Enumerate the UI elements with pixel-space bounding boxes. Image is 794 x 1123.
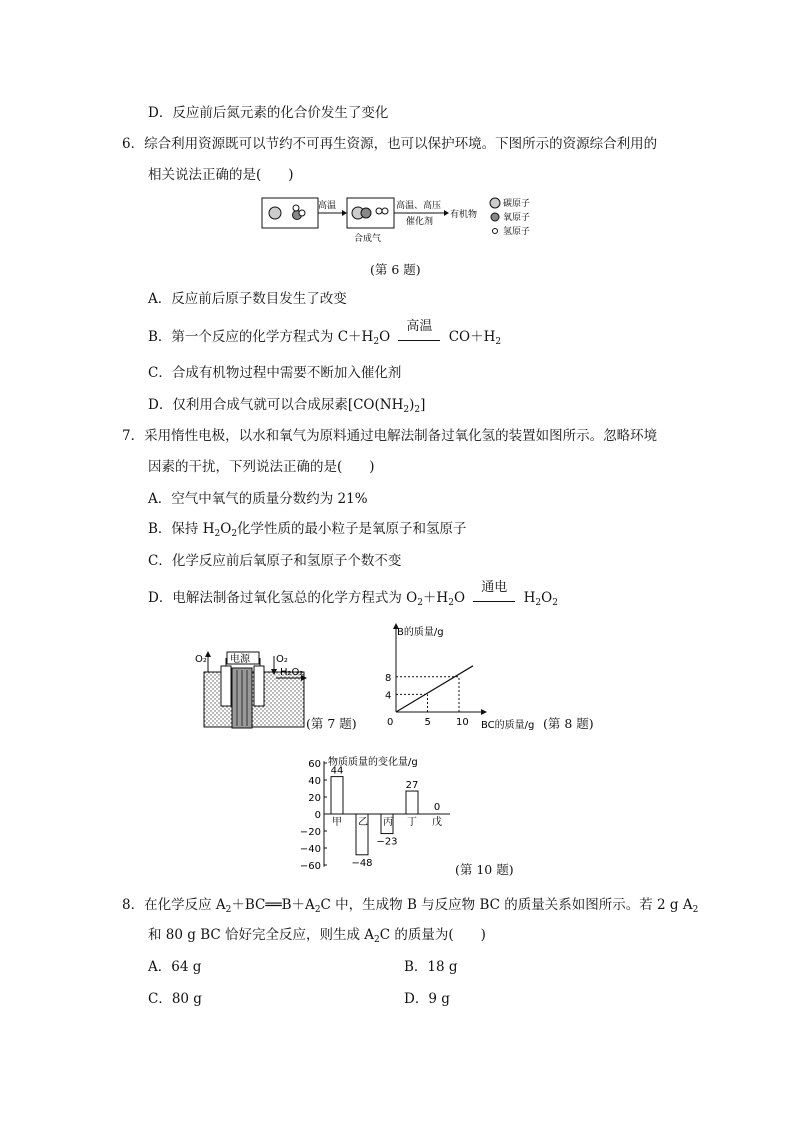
y-tick-label: 0 — [314, 810, 321, 821]
hydrogen-atom-icon — [293, 205, 299, 211]
x-tick-label: 10 — [456, 717, 469, 728]
q7-caption: (第 7 题) — [306, 716, 357, 731]
data-line — [396, 666, 473, 712]
y-axis-title: 物质质量的变化量/g — [328, 757, 418, 768]
q7-option-d: D．电解法制备过氧化氢总的化学方程式为 $O_2+H_2O$ 通电 $H_2O_2$ — [148, 580, 558, 608]
y-tick-label: 8 — [385, 672, 392, 684]
q6-arrow2-top-label: 高温、高压 — [396, 201, 442, 211]
y-tick-label: 40 — [308, 776, 321, 787]
bar — [406, 791, 418, 814]
category-label: 丁 — [407, 817, 417, 828]
q10-bar-chart — [300, 748, 475, 873]
q7-option-b-post: 化学性质的最小粒子是氧原子和氢原子 — [237, 521, 467, 537]
q7-power-label: 电源 — [230, 654, 250, 665]
bar — [331, 777, 343, 814]
q8-option-b: B．18 g — [404, 959, 458, 975]
q7-stem-line1: 7．采用惰性电极，以水和氧气为原料通过电解法制备过氧化氢的装置如图所示。忽略环境 — [122, 428, 658, 444]
oxygen-atom-icon — [361, 208, 371, 218]
q6-syngas-label: 合成气 — [354, 234, 382, 244]
q6-option-d: D．仅利用合成气就可以合成尿素$[CO(NH_2)_2]$ — [148, 397, 426, 415]
q8-stem-line1: 8．在化学反应 $A_2+BC══B+A_2C$ 中，生成物 B 与反应物 BC 的质量关系如图所示。若 2 g $A_2$ — [122, 897, 699, 915]
category-label: 甲 — [332, 817, 342, 828]
q7-option-d-pre: D．电解法制备过氧化氢总的化学方程式为 O — [148, 590, 418, 606]
q6-arrow2-bottom-label: 催化剂 — [406, 217, 434, 227]
q8-stem-e: C 的质量为( ) — [379, 927, 486, 943]
y-tick-label: 20 — [308, 793, 321, 804]
carbon-atom-icon — [269, 207, 281, 219]
q6-option-a: A．反应前后原子数目发生了改变 — [148, 291, 347, 307]
q8-stem-c: C 中，生成物 B 与反应物 BC 的质量关系如图所示。若 2 g A — [320, 897, 693, 913]
q8-option-c: C．80 g — [148, 991, 202, 1007]
x-axis-arrow — [481, 709, 487, 715]
reaction-arrow — [398, 319, 440, 341]
q7-stem-line2: 因素的干扰，下列说法正确的是( ) — [148, 459, 375, 475]
q6-option-d-bracket: ] — [420, 397, 426, 413]
q6-option-b-pre: B．第一个反应的化学方程式为 C＋H — [148, 329, 374, 345]
category-label: 乙 — [358, 817, 368, 828]
bar-value-label: −48 — [351, 857, 373, 869]
q7-o2-right-label: O₂ — [276, 654, 288, 665]
hydrogen-atom-icon — [299, 210, 305, 216]
q7-option-d-mid: ＋H — [422, 590, 449, 606]
y-tick-label: 60 — [308, 759, 321, 770]
category-label: 丙 — [383, 817, 393, 828]
q6-option-d-paren: ) — [409, 397, 415, 413]
reaction-condition: 通电 — [481, 580, 508, 595]
y-tick-label: −60 — [300, 861, 321, 872]
hydrogen-atom-icon — [382, 208, 388, 214]
origin-label: 0 — [387, 717, 394, 728]
q7-h2o2-label: H₂O₂ — [280, 667, 304, 678]
q6-stem-line2: 相关说法正确的是( ) — [148, 167, 294, 183]
q8-stem-line2: 和 80 g BC 恰好完全反应，则生成 $A_2C$ 的质量为( ) — [148, 927, 486, 945]
bar-value-label: 0 — [433, 802, 441, 813]
q6-caption: (第 6 题) — [370, 262, 421, 277]
legend-hydrogen-label: 氢原子 — [503, 227, 531, 237]
q8-chart-caption: (第 8 题) — [543, 716, 594, 731]
y-tick-label: −40 — [300, 844, 321, 855]
q6-arrow1-label: 高温 — [318, 201, 337, 211]
q8-option-d: D．9 g — [404, 991, 450, 1007]
legend-oxygen-label: 氧原子 — [503, 213, 531, 223]
q7-o2-left-label: O₂ — [195, 654, 207, 665]
y-tick-label: −20 — [300, 827, 321, 838]
legend-carbon-icon — [490, 198, 500, 208]
y-axis-title: B的质量/g — [397, 627, 444, 638]
legend-oxygen-icon — [491, 213, 499, 221]
x-tick-label: 5 — [424, 717, 431, 728]
reaction-condition: 高温 — [406, 319, 433, 334]
q6-option-b: B．第一个反应的化学方程式为 $C+H_2O$ 高温 $CO+H_2$ — [148, 319, 502, 347]
legend-hydrogen-icon — [493, 229, 498, 234]
y-tick-label: 4 — [385, 690, 392, 702]
q6-option-b-post: CO＋H — [448, 329, 496, 345]
q6-product-label: 有机物 — [450, 210, 478, 220]
q7-apparatus-figure — [194, 650, 309, 730]
q6-reaction-diagram — [258, 194, 543, 246]
q7-option-a: A．空气中氧气的质量分数约为 21% — [148, 491, 368, 507]
hydrogen-atom-icon — [376, 208, 382, 214]
bar-value-label: 27 — [405, 780, 419, 792]
q6-option-d-text: D．仅利用合成气就可以合成尿素[CO(NH — [148, 397, 404, 413]
q8-stem-b: ＋BC══B＋A — [231, 897, 315, 913]
bar-value-label: 44 — [330, 765, 344, 777]
reaction-arrow — [473, 580, 515, 602]
q10-caption: (第 10 题) — [455, 862, 514, 877]
q7-option-b-pre: B．保持 H — [148, 521, 215, 537]
q6-stem-line1: 6．综合利用资源既可以节约不可再生资源，也可以保护环境。下图所示的资源综合利用的 — [122, 136, 658, 152]
x-axis-title: BC的质量/g — [481, 720, 535, 731]
q6-option-c: C．合成有机物过程中需要不断加入催化剂 — [148, 365, 402, 381]
q5-option-d: D．反应前后氮元素的化合价发生了变化 — [148, 105, 389, 121]
q8-stem-a: 8．在化学反应 A — [122, 897, 226, 913]
q7-option-c: C．化学反应前后氧原子和氢原子个数不变 — [148, 553, 402, 569]
q8-stem-d: 和 80 g BC 恰好完全反应，则生成 A — [148, 927, 375, 943]
q7-option-b: B．保持 $H_2O_2$化学性质的最小粒子是氧原子和氢原子 — [148, 521, 467, 539]
bar-value-label: −23 — [376, 836, 398, 848]
legend-carbon-label: 碳原子 — [503, 199, 531, 209]
category-label: 戊 — [432, 817, 442, 828]
q7-option-d-post: H — [523, 590, 536, 606]
q8-option-a: A．64 g — [148, 959, 202, 975]
